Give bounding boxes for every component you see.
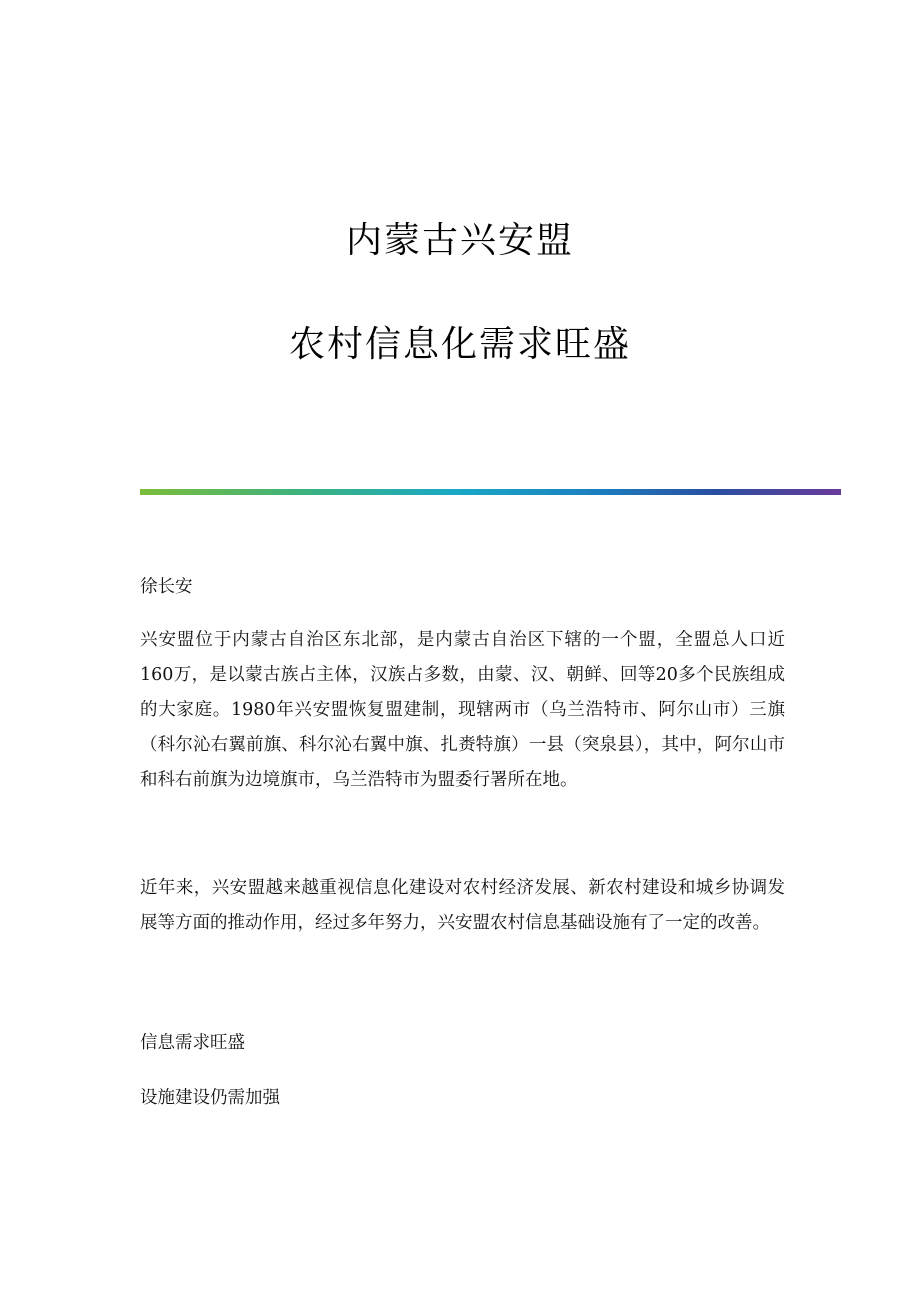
document-title-line-1: 内蒙古兴安盟 xyxy=(345,220,574,261)
body-paragraph-1: 兴安盟位于内蒙古自治区东北部，是内蒙古自治区下辖的一个盟，全盟总人口近160万，是以蒙古族占主体，汉族占多数，由蒙、汉、朝鲜、回等20多个民族组成的大家庭。1980年兴安盟恢复盟建制，现辖两市（乌兰浩特市、阿尔山市）三旗（科尔沁右翼前旗、科尔沁右翼中旗、扎赉特旗）一县（突泉县），其中，阿尔山市和科右前旗为边境旗市，乌兰浩特市为盟委行署所在地。 xyxy=(140,630,785,790)
body-paragraph-2: 近年来，兴安盟越来越重视信息化建设对农村经济发展、新农村建设和城乡协调发展等方面的推动作用，经过多年努力，兴安盟农村信息基础设施有了一定的改善。 xyxy=(140,878,785,933)
section-heading-2: 设施建设仍需加强 xyxy=(140,1088,280,1108)
document-title-line-2: 农村信息化需求旺盛 xyxy=(288,324,631,365)
author-name: 徐长安 xyxy=(140,577,193,597)
section-heading-1: 信息需求旺盛 xyxy=(140,1033,245,1053)
gradient-divider xyxy=(140,489,841,495)
